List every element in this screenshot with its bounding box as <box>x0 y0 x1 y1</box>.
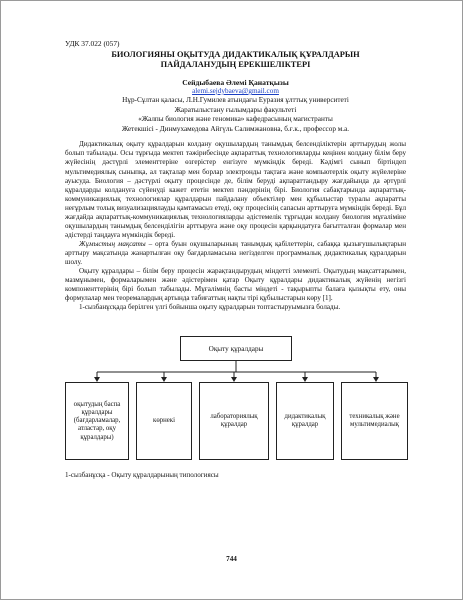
diagram-node-technical: техникалық және мультимедиалық <box>341 382 408 460</box>
diagram-node-didactic: дидактикалық құралдар <box>276 382 334 460</box>
figure-caption: 1-сызбанұсқа - Оқыту құралдарының типологиясы <box>65 471 219 480</box>
udk-code: УДК 37.022 (057) <box>65 39 120 48</box>
title-line-2: ПАЙДАЛАНУДЫҢ ЕРЕКШЕЛІКТЕРІ <box>160 60 311 69</box>
affiliation-line: «Жалпы биология және геномика» кафедрасының магистранты <box>138 115 333 124</box>
paper-title <box>65 50 406 70</box>
affiliation-line: Жаратылыстану ғылымдары факультеті <box>174 105 297 114</box>
aim-text: – орта буын оқушыларының танымдық қабілеттерін, сабаққа қызығушылықтарын арттыру мақсатында жанартылған оқу бағдарламасына негізделген программалық дидактикалық құралдарын шолу. <box>65 239 406 266</box>
affiliation-line: Нұр-Сұлтан қаласы, Л.Н.Гумилев атындағы Еуразия ұлттық университеті <box>122 96 349 104</box>
diagram-node-lab: лабораториялық құралдар <box>199 382 269 460</box>
diagram-intro: 1-сызбанұсқада берілген үлгі бойынша оқыту құралдарын топтастыруымызға болады. <box>79 303 341 312</box>
typology-diagram <box>65 320 408 465</box>
diagram-root-node: Оқыту құралдары <box>180 336 292 361</box>
affiliation-line: Жетекшісі - Динмухамедова Айгүль Салимжановна, б.ғ.к., профессор м.а. <box>121 124 350 133</box>
author-email-link[interactable]: alemi.sejdybaeva@gmail.com <box>192 87 279 95</box>
author-name: Сейдыбаева Әлемі Қанатқызы <box>182 78 289 87</box>
diagram-node-visual: көрнекі <box>136 382 192 460</box>
title-line-1: БИОЛОГИЯНЫ ОҚЫТУДА ДИДАКТИКАЛЫҚ ҚҰРАЛДАРЫН <box>111 50 360 59</box>
diagram-node-print: оқытудың баспа құралдары (бағдарламалар, атластар, оқу құралдары) <box>65 382 129 460</box>
page-number: 744 <box>226 555 237 563</box>
body-paragraph <box>65 240 406 267</box>
body-paragraph: Дидактикалық оқыту құралдарын колдану оқушылардың танымдық белсенділіктерін арттырудың жолы болып табылады. Осы тұрғыда мектеп тәжірибесінде ақпараттық технологияларды кеңінен колдану білім беру жүйесінің дәстүрлі элементтеріне өзгерістер енгізуге мүмкіндік береді. Кәдімгі сынып біртіндеп мультимедиялық сыныпқа, ал тақталар мен борлар электронды тақтаға және компьютерлік оқыту жүйелеріне ауысуда. Биология – дәстүрлі оқыту процесінде де, білім беруді ақпараттандыру жағдайында да әртүрлі құралдарды колдануға сүйенуді кажет ететін мектеп пәндерінің бірі. Биология сабақтарында ақпараттық-коммуникациялық технологиялар құралдарын пайдалану объектілер мен құбылыстар туралы ақпаратты неғұрлым толық визуализациялауды қамтамасыз етеді, оқу процесінің сапасын арттыруға мүмкіндік береді. Бұл жағдайда ақпараттық-коммуникациялық технологияларды әдістемелік тұрғыдан колдану биология мұғалімінe оқушылардың танымдық белсенділігін арттыруға және оқу процесін қарқындатуға бағытталған формалар мен әдістерді таңдауға мүмкіндік береді. <box>65 140 406 239</box>
body-paragraph: Оқыту құралдары – білім беру процесін жарақтандырудың міндетті элементі. Оқытудың мақсаттарымен, мазмұнымен, формаларымен және әдістерімен қатар Оқыту құралдары дидактикалық жүйенің негізгі компоненттерінің бірі болып табылады. Мұғалімнің басты міндеті - тақырыпты балаға қызықты ету, оны формулалар мен теоремалардың артында табиғаттың нақты тірі құбылыстарын көру [1]. <box>65 267 406 303</box>
aim-label: Жұмыстың мақсаты <box>79 239 146 248</box>
